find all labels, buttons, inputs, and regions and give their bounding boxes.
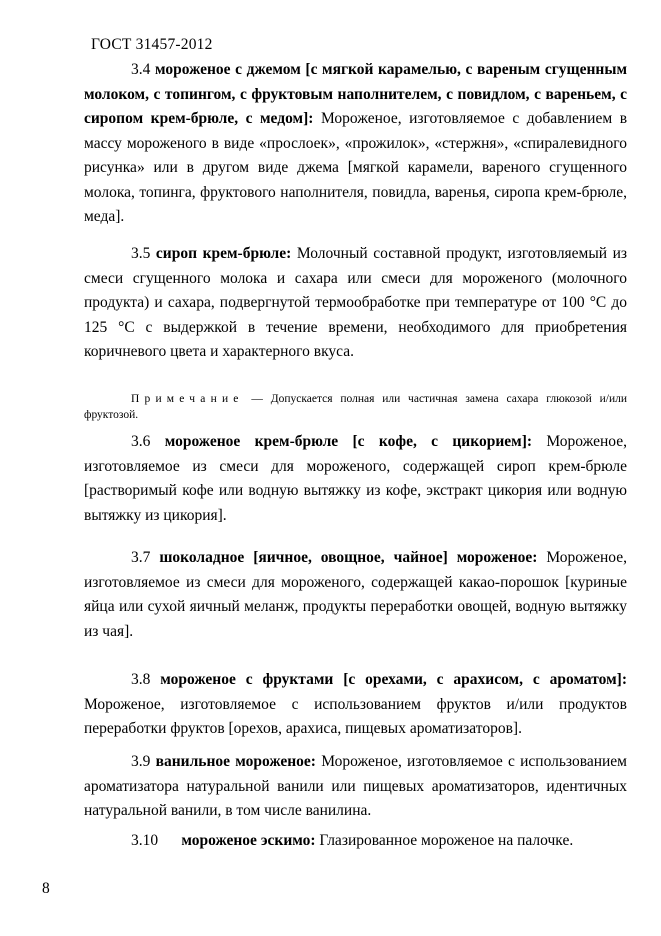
clause-term: мороженое крем-брюле [с кофе, с цикорием]:	[164, 433, 533, 450]
clause-term: шоколадное [яичное, овощное, чайное] мороженое:	[159, 549, 538, 566]
note-label: Примечание	[131, 393, 244, 405]
clause-number: 3.10	[131, 832, 159, 849]
clause-number: 3.7	[131, 549, 151, 566]
clause-term: мороженое с джемом [с мягкой карамелью, с вареным сгущенным молоком, с топингом, с фруктовым наполнителем, с повидлом, с вареньем, с сиропом крем-брюле, с медом]:	[84, 61, 628, 127]
clause-definition: Мороженое, изготовляемое из смеси для мороженого, содержащей сироп крем-брюле [растворимый кофе или водную вытяжку из кофе, экстракт цикория или водную вытяжку из цикория].	[84, 433, 627, 524]
clause-3-4	[84, 58, 627, 230]
clause-definition: Мороженое, изготовляемое из смеси для мороженого, содержащей какао-порошок [куриные яйца или сухой яичный меланж, продукты переработки овощей, водную вытяжку из чая].	[84, 549, 627, 640]
clause-number: 3.9	[131, 753, 151, 770]
clause-number: 3.4	[131, 61, 151, 78]
clause-3-5	[84, 242, 627, 365]
clause-number: 3.8	[131, 671, 151, 688]
clause-3-7	[84, 546, 627, 644]
clause-3-9	[84, 750, 627, 824]
clause-term: ванильное мороженое:	[155, 753, 316, 770]
clause-3-8	[84, 668, 627, 742]
page-number: 8	[42, 880, 50, 897]
clause-definition: Мороженое, изготовляемое с использованием фруктов и/или продуктов переработки фруктов [орехов, арахиса, пищевых ароматизаторов].	[84, 695, 627, 737]
note	[84, 391, 627, 423]
clause-number: 3.6	[131, 433, 151, 450]
clause-3-10	[84, 829, 627, 854]
clause-term: мороженое с фруктами [с орехами, с арахисом, с ароматом]:	[160, 671, 627, 688]
clause-number: 3.5	[131, 245, 151, 262]
clause-definition: Мороженое, изготовляемое с добавлением в массу мороженого в виде «прослоек», «прожилок», «стержня», «спиралевидного рисунка» или в другом виде джема [мягкой карамели, вареного сгущенного молока, топинга, фруктового наполнителя, повидла, варенья, сиропа крем-брюле, меда].	[84, 110, 628, 225]
clause-term: сироп крем-брюле:	[155, 245, 292, 262]
clause-term: мороженое эскимо:	[181, 832, 316, 849]
clause-3-6	[84, 430, 627, 528]
note-text: — Допускается полная или частичная замена сахара глюкозой и/или фруктозой.	[84, 393, 627, 421]
document-header: ГОСТ 31457-2012	[91, 36, 213, 53]
clause-definition: Молочный составной продукт, изготовляемый из смеси сгущенного молока и сахара или смеси для мороженого (молочного продукта) и сахара, подвергнутой термообработке при температуре от 100 °С до 125 °С с выдержкой в течение времени, необходимого для приобретения коричневого цвета и характерного вкуса.	[84, 245, 628, 360]
clause-definition: Мороженое, изготовляемое с использованием ароматизатора натуральной ванили или пищевых ароматизаторов, идентичных натуральной ванили, в том числе ванилина.	[84, 753, 627, 819]
clause-definition: Глазированное мороженое на палочке.	[315, 832, 574, 849]
